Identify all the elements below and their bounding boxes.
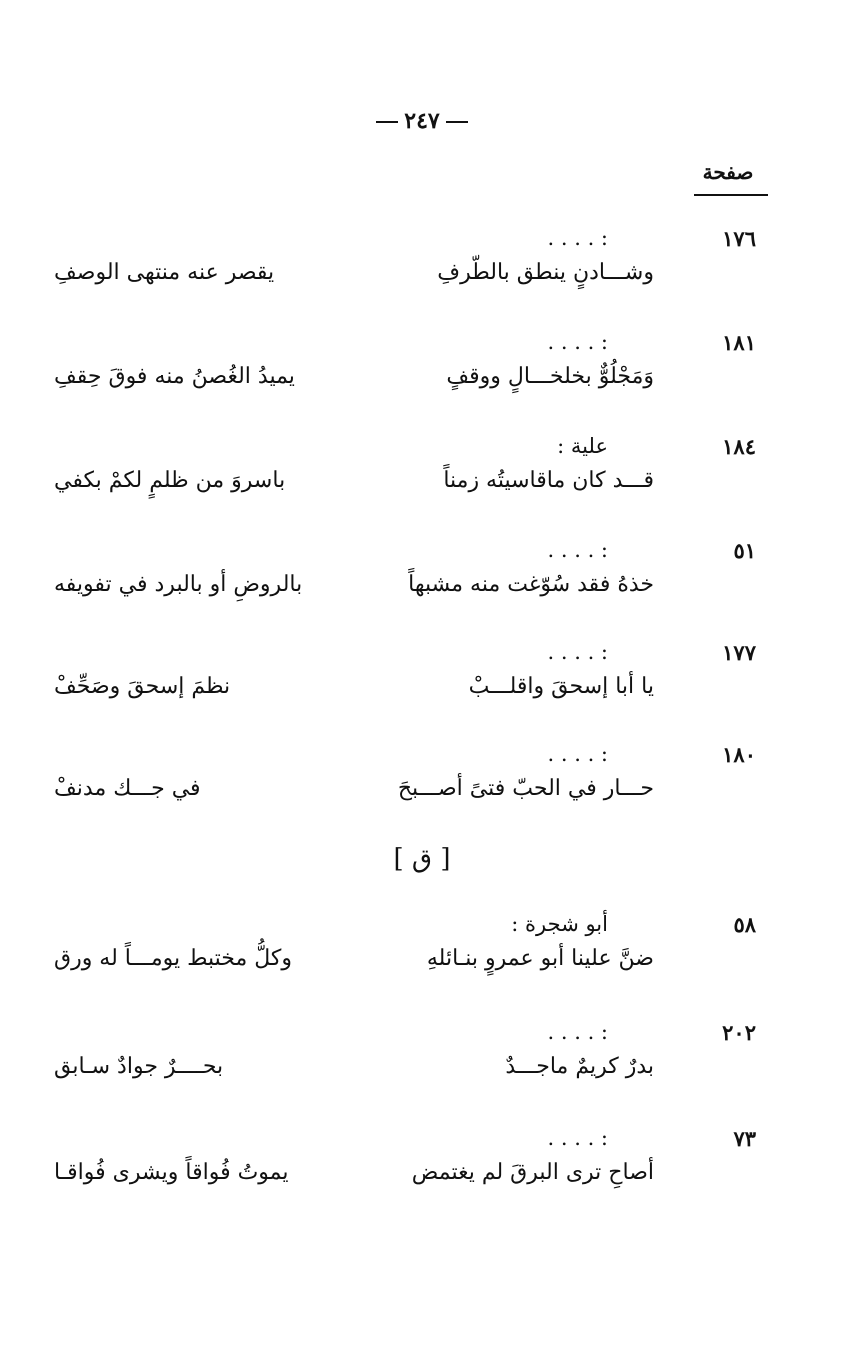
verse-first-hemistich: وشـــادنٍ ينطق بالطّرفِ: [437, 260, 654, 285]
page-number-dash-right: [446, 121, 468, 123]
entry-page-number: ٢٠٢: [722, 1020, 756, 1045]
entry-poet: : . . . .: [547, 640, 608, 664]
verse-second-hemistich: يقصر عنه منتهى الوصفِ: [54, 260, 275, 285]
entry-poet: : . . . .: [547, 330, 608, 354]
entry-poet: علية :: [557, 434, 608, 458]
entry-page-number: ١٨١: [722, 330, 756, 355]
column-header-page: صفحة: [702, 160, 754, 184]
entry-row: [0, 538, 844, 638]
entry-row: [0, 912, 844, 1012]
verse-second-hemistich: بحــــرٌ جوادٌ سـابق: [54, 1054, 224, 1079]
page-number: [0, 108, 844, 134]
verse-first-hemistich: ضنَّ علينا أبو عمروٍ بنـائلهِ: [426, 946, 654, 971]
entry-page-number: ١٨٠: [722, 742, 756, 767]
section-letter-heading: [ ق ]: [393, 844, 451, 874]
entry-verse: [54, 260, 654, 285]
entry-page-number: ١٧٧: [722, 640, 756, 665]
entry-page-number: ٧٣: [733, 1126, 756, 1151]
verse-first-hemistich: وَمَجْلُوٌّ بخلخـــالٍ ووقفٍ: [446, 364, 654, 389]
entry-verse: [54, 364, 654, 389]
entry-row: [0, 742, 844, 842]
page-number-dash-left: [376, 121, 398, 123]
entry-poet: : . . . .: [547, 742, 608, 766]
verse-second-hemistich: يميدُ الغُصنُ منه فوقَ حِقفِ: [54, 364, 295, 389]
verse-first-hemistich: بدرٌ كريمٌ ماجـــدٌ: [505, 1054, 654, 1079]
entry-row: [0, 1020, 844, 1120]
entry-poet: : . . . .: [547, 1126, 608, 1150]
entry-verse: [54, 1054, 654, 1079]
entry-verse: [54, 468, 654, 493]
entry-poet: : . . . .: [547, 538, 608, 562]
verse-first-hemistich: يا أبا إسحقَ واقلـــبْ: [468, 674, 654, 699]
entry-page-number: ١٧٦: [722, 226, 756, 251]
verse-first-hemistich: أصاحِ ترى البرقَ لم يغتمض: [411, 1160, 654, 1185]
column-header-rule: [694, 194, 768, 196]
entry-verse: [54, 674, 654, 699]
entry-poet: أبو شجرة :: [511, 912, 608, 936]
verse-second-hemistich: بالروضِ أو بالبرد في تفويفه: [54, 572, 303, 597]
verse-second-hemistich: وكلُّ مختبط يومـــاً له ورق: [54, 946, 293, 971]
verse-second-hemistich: في جـــك مدنفْ: [54, 776, 201, 801]
page-number-text: ٢٤٧: [404, 108, 440, 134]
verse-first-hemistich: حـــار في الحبّ فتىً أصـــبحَ: [397, 776, 654, 801]
entry-row: [0, 640, 844, 740]
entry-row: [0, 330, 844, 430]
entry-verse: [54, 1160, 654, 1185]
entry-row: [0, 434, 844, 534]
entry-page-number: ١٨٤: [722, 434, 756, 459]
entry-page-number: ٥٨: [733, 912, 756, 937]
entry-row: [0, 1126, 844, 1226]
verse-first-hemistich: قـــد كان ماقاسيتُه زمناً: [443, 468, 654, 493]
entry-verse: [54, 572, 654, 597]
verse-second-hemistich: يموتُ فُواقاً ويشرى فُواقـا: [54, 1160, 289, 1185]
entry-poet: : . . . .: [547, 1020, 608, 1044]
entry-poet: : . . . .: [547, 226, 608, 250]
verse-first-hemistich: خذهُ فقد سُوّغت منه مشبهاً: [408, 572, 654, 597]
entry-page-number: ٥١: [733, 538, 756, 563]
verse-second-hemistich: باسروَ من ظلمٍ لكمْ بكفي: [54, 468, 286, 493]
entry-verse: [54, 776, 654, 801]
entry-verse: [54, 946, 654, 971]
verse-second-hemistich: نظمَ إسحقَ وصَحِّفْ: [54, 674, 231, 699]
entry-row: [0, 226, 844, 326]
